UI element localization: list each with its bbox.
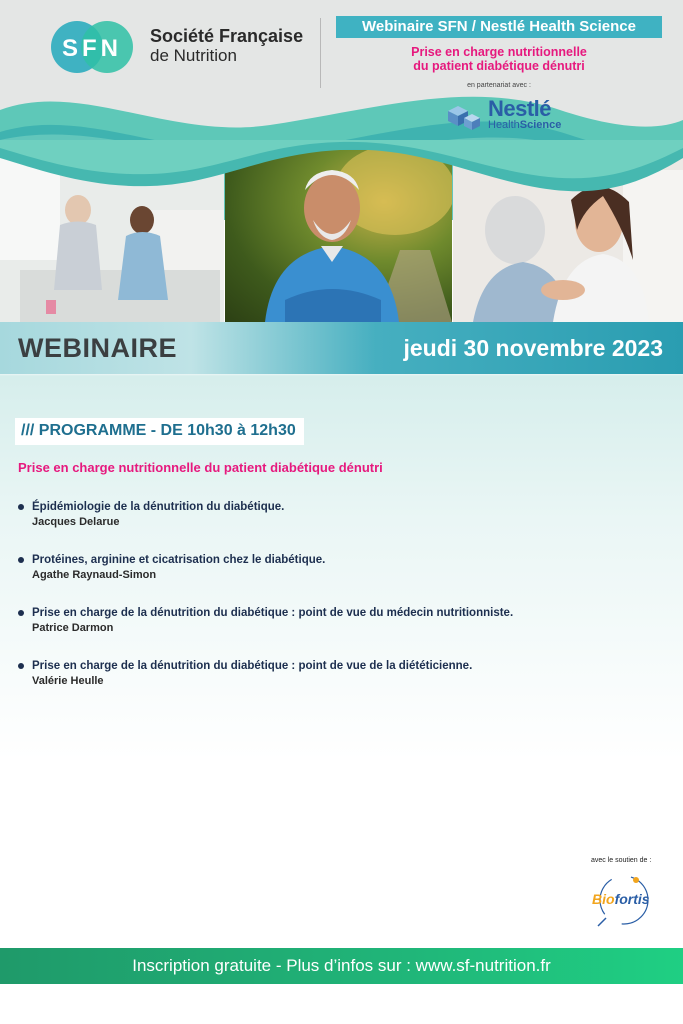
programme-item	[18, 553, 658, 606]
bullet-icon	[18, 504, 24, 510]
programme-item	[18, 606, 658, 659]
bullet-icon	[18, 663, 24, 669]
webinar-banner: Webinaire SFN / Nestlé Health Science	[336, 16, 662, 38]
programme-list	[18, 500, 658, 712]
health-word: Health	[488, 119, 520, 131]
sfn-logo	[50, 20, 134, 74]
photo-wave-overlay	[0, 140, 683, 210]
bullet-icon	[18, 610, 24, 616]
webinar-date: jeudi 30 novembre 2023	[403, 335, 663, 361]
biofortis-fortis: fortis	[614, 891, 650, 907]
subtitle-line1: Prise en charge nutritionnelle	[411, 45, 587, 59]
bullet-icon	[18, 557, 24, 563]
webinar-subtitle	[336, 45, 662, 73]
society-name	[150, 26, 303, 66]
programme-item-title: Prise en charge de la dénutrition du diabétique : point de vue de la diététicienne.	[32, 660, 473, 672]
programme-item	[18, 500, 658, 553]
svg-text:Biofortis	[592, 891, 650, 907]
subtitle-line2: du patient diabétique dénutri	[413, 59, 585, 73]
programme-item-title: Protéines, arginine et cicatrisation chez le diabétique.	[32, 554, 326, 566]
society-name-line1: Société Française	[150, 26, 304, 46]
programme-item	[18, 659, 658, 712]
registration-text: Inscription gratuite - Plus d’infos sur : www.sf-nutrition.fr	[132, 956, 551, 975]
nestle-wordmark: Nestlé	[488, 96, 552, 121]
health-science-wordmark	[488, 119, 561, 131]
sponsor-label: avec le soutien de :	[591, 857, 652, 864]
header-divider	[320, 18, 321, 88]
biofortis-bio: Bio	[592, 891, 615, 907]
programme-item-speaker: Patrice Darmon	[32, 622, 114, 634]
society-name-line2: de Nutrition	[150, 46, 237, 65]
science-word: Science	[519, 119, 562, 131]
nestle-health-science-logo	[444, 96, 574, 136]
programme-item-title: Épidémiologie de la dénutrition du diabétique.	[32, 501, 285, 513]
programme-heading: /// PROGRAMME - DE 10h30 à 12h30	[21, 422, 296, 439]
partner-label: en partenariat avec :	[467, 82, 531, 89]
programme-heading-box	[15, 418, 304, 445]
programme-item-title: Prise en charge de la dénutrition du diabétique : point de vue du médecin nutritionniste.	[32, 607, 514, 619]
sfn-logo-text: SFN	[62, 35, 122, 62]
biofortis-logo	[590, 870, 660, 930]
webinar-label: WEBINAIRE	[18, 333, 177, 363]
nestle-cubes-icon	[444, 104, 484, 132]
registration-footer	[0, 948, 683, 984]
programme-item-speaker: Jacques Delarue	[32, 516, 120, 528]
programme-item-speaker: Valérie Heulle	[32, 675, 104, 687]
webinar-date-band	[0, 322, 683, 374]
programme-theme: Prise en charge nutritionnelle du patient diabétique dénutri	[18, 460, 383, 475]
programme-item-speaker: Agathe Raynaud-Simon	[32, 569, 157, 581]
